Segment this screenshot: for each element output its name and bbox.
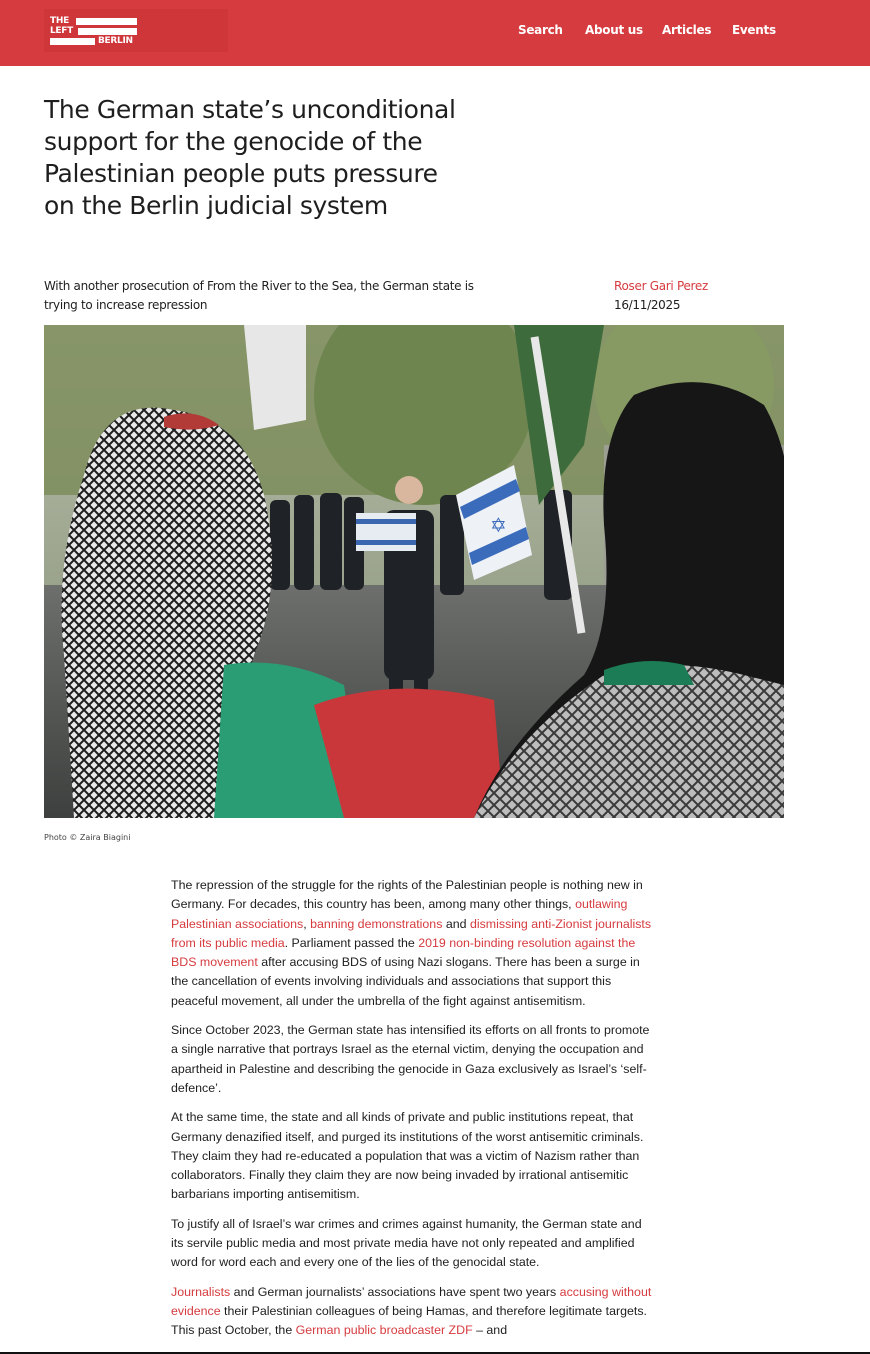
- paragraph-3: At the same time, the state and all kinds of private and public institutions repeat, that Germany denazified itself, and purged its institutions of the worst antisemitic criminals. They claim they had re-educated a population that was a victim of Nazism rather than collaborators. Finally they claim they are now being invaded by irrational antisemitic barbarians importing antisemitism.: [171, 1110, 644, 1202]
- link-dismissing-journalists[interactable]: dismissing anti-Zionist journalists from its public media: [171, 916, 652, 950]
- paragraph-5: [171, 1283, 657, 1341]
- protest-photo-illustration: [44, 325, 784, 818]
- site-logo[interactable]: [44, 9, 228, 52]
- p1-text-3: and: [442, 916, 470, 931]
- p1-text-5: after accusing BDS of using Nazi slogans. There has been a surge in the cancellation of events involving individuals and associations that support this peaceful movement, all under the umbrella of the fight against antisemitism.: [171, 955, 640, 1008]
- logo-bar-3: [50, 38, 95, 45]
- link-banning-demonstrations[interactable]: banning demonstrations: [310, 916, 443, 931]
- article-title: The German state’s unconditional support for the genocide of the Palestinian people puts pressure on the Berlin judicial system: [44, 95, 456, 220]
- p1-text-2: ,: [303, 916, 311, 931]
- photo-caption: Photo © Zaira Biagini: [44, 833, 131, 842]
- logo-line-3: BERLIN: [98, 36, 133, 46]
- p1-text-4: . Parliament passed the: [284, 935, 419, 950]
- nav-search[interactable]: Search: [518, 23, 563, 37]
- p5-text-2: their Palestinian colleagues of being Hamas, and therefore legitimate targets. This past October, the: [171, 1303, 647, 1338]
- p5-text-1: and German journalists’ associations have spent two years: [230, 1284, 560, 1299]
- logo-line-1: THE: [50, 16, 69, 26]
- site-header: [0, 0, 870, 66]
- paragraph-2: Since October 2023, the German state has intensified its efforts on all fronts to promote a single narrative that portrays Israel as the eternal victim, denying the occupation and apartheid in Palestine and describing the genocide in Gaza exclusively as Israel’s ‘self-defence’.: [171, 1023, 650, 1095]
- p1-text-1: The repression of the struggle for the rights of the Palestinian people is nothing new in Germany. For decades, this country has been, among many other things,: [171, 878, 643, 912]
- paragraph-4: To justify all of Israel’s war crimes and crimes against humanity, the German state and its servile public media and most private media have not only repeated and amplified word for word each and every one of the lies of the genocidal state.: [171, 1216, 642, 1270]
- logo-bar-1: [76, 18, 137, 25]
- article-body: [171, 876, 657, 1351]
- nav-about-us[interactable]: About us: [585, 23, 643, 37]
- link-accusing-without-evidence[interactable]: accusing without evidence: [171, 1284, 652, 1318]
- link-journalists[interactable]: Journalists: [171, 1284, 231, 1299]
- nav-events[interactable]: Events: [732, 23, 776, 37]
- nav-articles[interactable]: Articles: [662, 23, 712, 37]
- link-bds-resolution[interactable]: 2019 non-binding resolution against the BDS movement: [171, 935, 636, 970]
- paragraph-1: [171, 876, 657, 1011]
- svg-text:✡: ✡: [490, 513, 507, 537]
- article-subtitle: With another prosecution of From the River to the Sea, the German state is trying to increase repression: [44, 279, 474, 312]
- p5-text-3: – and: [472, 1323, 508, 1338]
- logo-bar-2: [78, 28, 137, 35]
- link-zdf[interactable]: German public broadcaster ZDF: [295, 1323, 473, 1338]
- author-link[interactable]: Roser Gari Perez: [614, 279, 709, 293]
- article-photo: [44, 325, 784, 818]
- logo-mark: [50, 17, 140, 45]
- publish-date: 16/11/2025: [614, 298, 681, 312]
- logo-line-2: LEFT: [50, 26, 73, 36]
- link-outlawing-associations[interactable]: outlawing Palestinian associations: [171, 897, 628, 931]
